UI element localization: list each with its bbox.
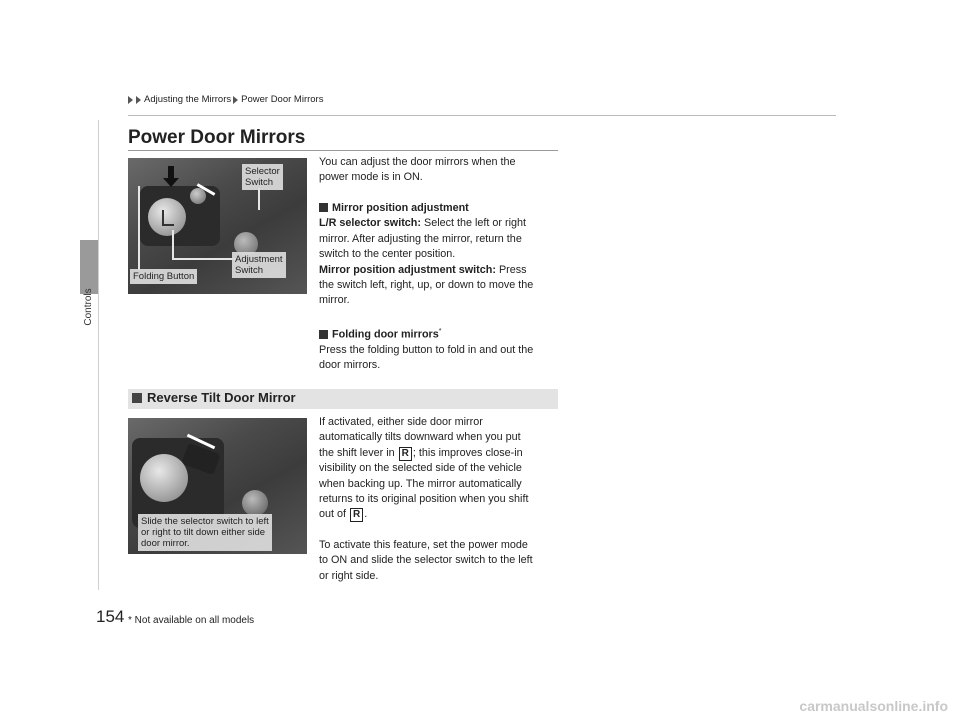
breadcrumb xyxy=(128,94,323,105)
intro-text: You can adjust the door mirrors when the power mode is in ON. xyxy=(319,156,516,184)
reverse-tilt-photo xyxy=(128,418,307,554)
header-rule xyxy=(128,115,836,116)
section-tab-label: Controls xyxy=(83,288,94,326)
breadcrumb-arrow-icon xyxy=(128,96,133,104)
page-number: 154 xyxy=(96,607,125,626)
section-bullet-icon xyxy=(319,330,328,339)
side-divider xyxy=(98,120,99,590)
folding-button-label: Folding Button xyxy=(130,269,197,284)
adjustment-switch-label: Adjustment Switch xyxy=(232,252,286,278)
section-bullet-icon xyxy=(132,393,142,403)
breadcrumb-arrow-icon xyxy=(233,96,238,104)
figure-caption: Slide the selector switch to left or right to tilt down either side door mirror. xyxy=(138,514,272,551)
footnote: * Not available on all models xyxy=(128,615,255,626)
adjustment-knob xyxy=(140,454,188,502)
reverse-tilt-text: If activated, either side door mirror automatically tilts downward when you put the shift lever in R ; this improves close-in visibility on the selected side of the vehicle when backing up. The mirror automatically returns to its original position when you shift out of R . To activate this feature, set the power mode to ON and slide the selector switch to the left or right side. xyxy=(319,416,533,582)
breadcrumb-item[interactable]: Power Door Mirrors xyxy=(241,94,324,105)
selector-switch-label: Selector Switch xyxy=(242,164,283,190)
title-rule xyxy=(128,150,558,151)
shift-r-key: R xyxy=(399,447,412,461)
section-bullet-icon xyxy=(319,203,328,212)
mirror-switch-photo xyxy=(128,158,307,294)
folding-heading: Folding door mirrors xyxy=(332,328,439,341)
folding-section: Folding door mirrors* Press the folding button to fold in and out the door mirrors. xyxy=(319,328,534,372)
mirror-position-section: Mirror position adjustment L/R selector switch: Select the left or right mirror. After adjusting the mirror, return the switch to the center position. Mirror position adjustment switch: Press the switch left, right, up, or down to move the mirror. xyxy=(319,202,534,307)
watermark: carmanualsonline.info xyxy=(799,698,948,714)
shift-r-key: R xyxy=(350,508,363,522)
breadcrumb-arrow-icon xyxy=(136,96,141,104)
mirror-position-heading: Mirror position adjustment xyxy=(332,202,469,214)
page-title: Power Door Mirrors xyxy=(128,127,306,148)
breadcrumb-item[interactable]: Adjusting the Mirrors xyxy=(144,94,232,105)
reverse-tilt-heading: Reverse Tilt Door Mirror xyxy=(132,390,296,405)
